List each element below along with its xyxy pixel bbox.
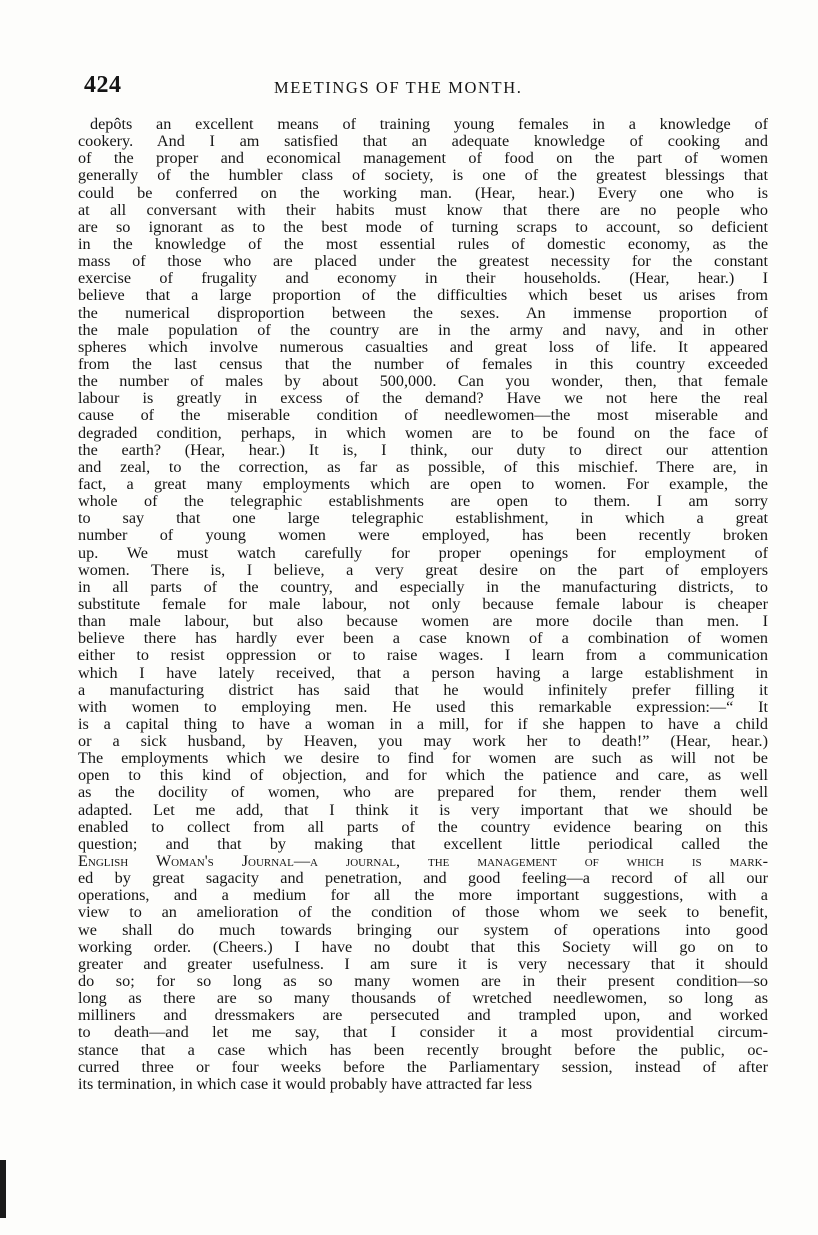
text-line: than male labour, but also because women are more docile than men. I — [78, 613, 768, 631]
text-line: spheres which involve numerous casualties and great loss of life. It appeared — [78, 338, 768, 356]
text-line: from the last census that the number of females in this country exceeded — [78, 355, 768, 373]
text-line: cause of the miserable condition of needlewomen—the most miserable and — [78, 407, 768, 425]
text-line-journal-title: English Woman's Journal—a journal, the management of which is mark- — [78, 853, 768, 871]
text-line: up. We must watch carefully for proper openings for employment of — [78, 544, 768, 562]
text-line: stance that a case which has been recently brought before the public, oc- — [78, 1041, 768, 1059]
running-title: MEETINGS OF THE MONTH. — [274, 78, 523, 97]
text-line: could be conferred on the working man. (Hear, hear.) Every one who is — [78, 184, 768, 202]
text-line: fact, a great many employments which are open to women. For example, the — [78, 475, 768, 493]
text-line: is a capital thing to have a woman in a mill, for if she happen to have a child — [78, 715, 768, 733]
text-line: and zeal, to the correction, as far as possible, of this mischief. There are, in — [78, 458, 768, 476]
running-head — [84, 72, 774, 104]
text-line: of the proper and economical management of food on the part of women — [78, 150, 768, 168]
text-line: a manufacturing district has said that he would infinitely prefer filling it — [78, 681, 768, 699]
text-line: view to an amelioration of the condition of those whom we seek to benefit, — [78, 904, 768, 922]
page-number: 424 — [84, 72, 122, 98]
text-line: exercise of frugality and economy in their households. (Hear, hear.) I — [78, 270, 768, 288]
text-line: long as there are so many thousands of wretched needlewomen, so long as — [78, 990, 768, 1008]
text-line: cookery. And I am satisfied that an adequate knowledge of cooking and — [78, 133, 768, 151]
text-line: whole of the telegraphic establishments are open to them. I am sorry — [78, 493, 768, 511]
text-line: adapted. Let me add, that I think it is very important that we should be — [78, 801, 768, 819]
text-line: The employments which we desire to find for women are such as will not be — [78, 750, 768, 768]
text-line: the earth? (Hear, hear.) It is, I think, our duty to direct our attention — [78, 441, 768, 459]
text-line: number of young women were employed, has been recently broken — [78, 527, 768, 545]
text-line: at all conversant with their habits must know that there are no people who — [78, 201, 768, 219]
page-edge-mark — [0, 1160, 6, 1218]
text-line: believe that a large proportion of the difficulties which beset us arises from — [78, 287, 768, 305]
text-line: to say that one large telegraphic establishment, in which a great — [78, 510, 768, 528]
text-line: milliners and dressmakers are persecuted and trampled upon, and worked — [78, 1007, 768, 1025]
text-line: substitute female for male labour, not only because female labour is cheaper — [78, 595, 768, 613]
text-line: working order. (Cheers.) I have no doubt that this Society will go on to — [78, 938, 768, 956]
text-line: the male population of the country are in the army and navy, and in other — [78, 321, 768, 339]
text-line: open to this kind of objection, and for which the patience and care, as well — [78, 767, 768, 785]
text-line: are so ignorant as to the best mode of turning scraps to account, so deficient — [78, 218, 768, 236]
body-text — [78, 116, 768, 1093]
text-line: enabled to collect from all parts of the country evidence bearing on this — [78, 818, 768, 836]
text-line: which I have lately received, that a person having a large establishment in — [78, 664, 768, 682]
text-line: mass of those who are placed under the greatest necessity for the constant — [78, 253, 768, 271]
text-line: believe there has hardly ever been a case known of a combination of women — [78, 630, 768, 648]
text-line: question; and that by making that excellent little periodical called the — [78, 835, 768, 853]
text-line: the number of males by about 500,000. Can you wonder, then, that female — [78, 373, 768, 391]
text-line: operations, and a medium for all the more important suggestions, with a — [78, 887, 768, 905]
text-line: in all parts of the country, and especially in the manufacturing districts, to — [78, 578, 768, 596]
text-line: the numerical disproportion between the sexes. An immense proportion of — [78, 304, 768, 322]
text-line: as the docility of women, who are prepared for them, render them well — [78, 784, 768, 802]
text-line: greater and greater usefulness. I am sure it is very necessary that it should — [78, 955, 768, 973]
text-line: curred three or four weeks before the Parliamentary session, instead of after — [78, 1058, 768, 1076]
text-line: degraded condition, perhaps, in which women are to be found on the face of — [78, 424, 768, 442]
text-line: generally of the humbler class of society, is one of the greatest blessings that — [78, 167, 768, 185]
text-line: depôts an excellent means of training young females in a knowledge of — [90, 116, 768, 133]
text-line: or a sick husband, by Heaven, you may work her to death!” (Hear, hear.) — [78, 733, 768, 751]
text-line: women. There is, I believe, a very great desire on the part of employers — [78, 561, 768, 579]
text-line: we shall do much towards bringing our system of operations into good — [78, 921, 768, 939]
text-line: labour is greatly in excess of the demand? Have we not here the real — [78, 390, 768, 408]
text-line: ed by great sagacity and penetration, and good feeling—a record of all our — [78, 870, 768, 888]
text-line: with women to employing men. He used this remarkable expression:—“ It — [78, 698, 768, 716]
text-line: either to resist oppression or to raise wages. I learn from a communication — [78, 647, 768, 665]
text-line: in the knowledge of the most essential rules of domestic economy, as the — [78, 235, 768, 253]
text-line: to death—and let me say, that I consider it a most providential circum- — [78, 1024, 768, 1042]
text-line: do so; for so long as so many women are in their present condition—so — [78, 973, 768, 991]
text-line: its termination, in which case it would probably have attracted far less — [78, 1075, 533, 1093]
